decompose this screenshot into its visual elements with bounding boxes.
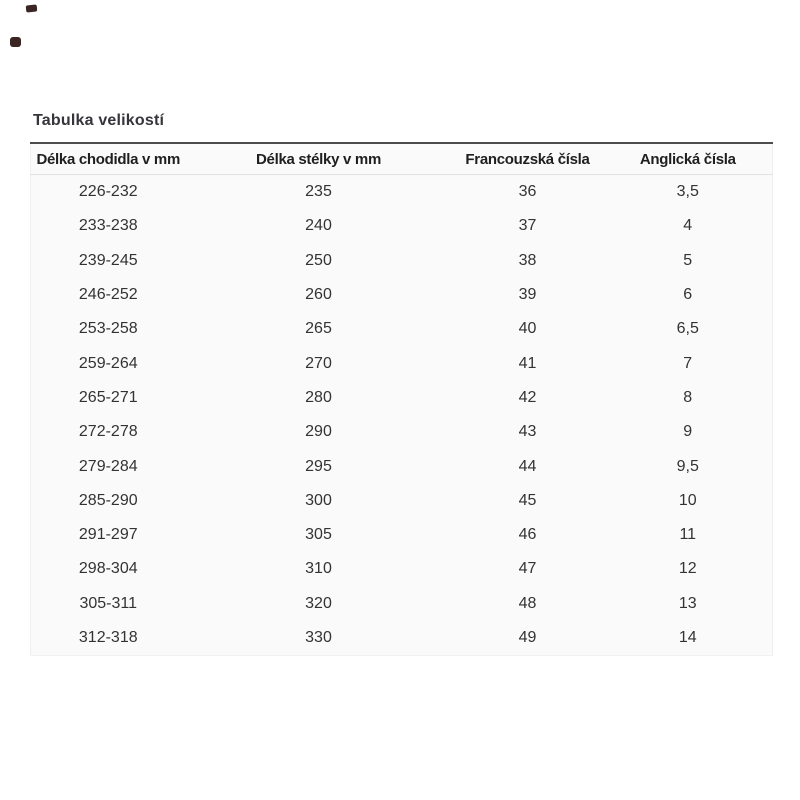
table-row: [31, 278, 773, 312]
table-cell: 298-304: [78, 560, 138, 578]
table-cell: 279-284: [78, 457, 138, 475]
table-cell: 47: [518, 560, 537, 578]
table-cell: 233-238: [78, 217, 138, 235]
table-cell: 320: [305, 594, 332, 612]
table-cell: 7: [683, 354, 693, 372]
table-cell: 9: [683, 423, 693, 441]
table-row: [31, 209, 773, 243]
page-title: Tabulka velikostí: [33, 112, 165, 129]
table-row: [31, 244, 773, 278]
table-cell: 300: [305, 491, 332, 509]
size-table: [30, 142, 773, 656]
table-cell: 291-297: [78, 526, 138, 544]
table-cell: 40: [518, 320, 537, 338]
table-cell: 250: [305, 251, 332, 269]
artifact-mark-top: [26, 4, 38, 12]
table-cell: 6,5: [676, 320, 699, 338]
header-row: [31, 143, 773, 175]
table-cell: 239-245: [78, 251, 138, 269]
table-cell: 37: [518, 217, 537, 235]
table-cell: 226-232: [78, 183, 138, 201]
table-cell: 39: [518, 286, 537, 304]
artifact-mark-left: [10, 37, 21, 47]
table-cell: 305: [305, 526, 332, 544]
table-cell: 12: [678, 560, 697, 578]
table-row: [31, 518, 773, 552]
table-cell: 14: [678, 629, 697, 646]
table-cell: 290: [305, 423, 332, 441]
table-row: [31, 552, 773, 586]
column-header-french-sizes: Francouzská čísla: [452, 143, 604, 175]
table-cell: 272-278: [78, 423, 138, 441]
table-cell: 305-311: [79, 594, 138, 612]
table-cell: 10: [678, 491, 697, 509]
table-cell: 11: [679, 526, 697, 544]
table-cell: 253-258: [78, 320, 138, 338]
table-cell: 49: [518, 629, 537, 646]
table-cell: 280: [305, 388, 332, 406]
table-cell: 5: [683, 251, 693, 269]
table-cell: 270: [305, 354, 332, 372]
table-cell: 45: [518, 491, 537, 509]
size-table-container: [30, 142, 772, 656]
table-cell: 246-252: [78, 286, 138, 304]
table-cell: 285-290: [78, 491, 138, 509]
table-cell: 3,5: [676, 183, 699, 201]
table-row: [31, 587, 773, 621]
table-cell: 43: [518, 423, 537, 441]
table-row: [31, 621, 773, 656]
table-cell: 330: [305, 629, 332, 646]
table-cell: 36: [518, 183, 537, 201]
table-cell: 42: [518, 388, 537, 406]
size-table-header: [31, 143, 773, 175]
table-cell: 265-271: [78, 388, 138, 406]
table-cell: 44: [518, 457, 537, 475]
table-cell: 259-264: [78, 354, 138, 372]
table-row: [31, 484, 773, 518]
table-cell: 295: [305, 457, 332, 475]
table-row: [31, 312, 773, 346]
table-cell: 13: [678, 594, 697, 612]
table-row: [31, 449, 773, 483]
table-row: [31, 381, 773, 415]
table-cell: 235: [305, 183, 332, 201]
column-header-insole-length: Délka stélky v mm: [186, 143, 452, 175]
table-cell: 265: [305, 320, 332, 338]
table-cell: 8: [683, 388, 693, 406]
table-cell: 312-318: [78, 629, 138, 646]
table-cell: 240: [305, 217, 332, 235]
column-header-english-sizes: Anglická čísla: [604, 143, 773, 175]
table-row: [31, 346, 773, 380]
table-cell: 38: [518, 251, 537, 269]
table-cell: 48: [518, 594, 537, 612]
table-cell: 6: [683, 286, 693, 304]
table-cell: 46: [518, 526, 537, 544]
table-cell: 41: [518, 354, 537, 372]
table-cell: 310: [305, 560, 332, 578]
table-row: [31, 415, 773, 449]
table-row: [31, 175, 773, 210]
table-cell: 260: [305, 286, 332, 304]
column-header-foot-length: Délka chodidla v mm: [31, 143, 186, 175]
table-cell: 4: [683, 217, 693, 235]
table-cell: 9,5: [676, 457, 699, 475]
size-table-body: [31, 175, 773, 656]
